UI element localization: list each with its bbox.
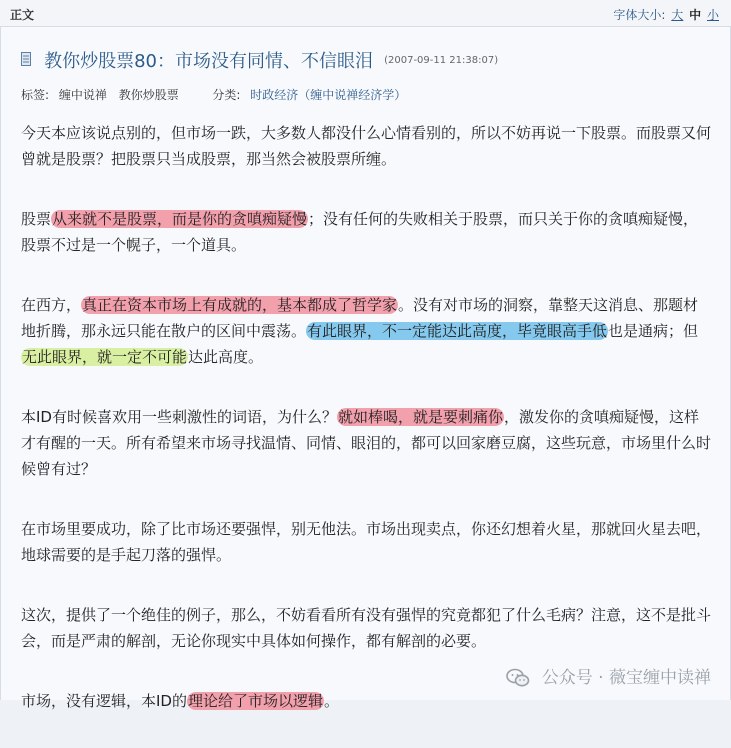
paragraph-text: 本ID有时候喜欢用一些刺激性的词语，为什么？ (21, 408, 337, 426)
article-meta (21, 86, 406, 103)
tag-item[interactable]: 教你炒股票 (118, 88, 179, 102)
document-icon (21, 52, 31, 66)
paragraph-text: 达此高度。 (188, 348, 264, 366)
paragraph-text: 这次，提供了一个绝佳的例子，那么，不妨看看所有没有强悍的究竟都犯了什么毛病？注意，这不是批斗会，而是严肃的解剖，无论你现实中具体如何操作，都有解剖的必要。 (21, 606, 712, 650)
article-timestamp: (2007-09-11 21:38:07) (384, 54, 499, 66)
top-bar (0, 0, 731, 27)
article-title: 教你炒股票80：市场没有同情、不信眼泪 (44, 51, 373, 72)
paragraph-text: ，激发你的贪嗔痴疑慢，这样才有醒的一天。所有希望来市场寻找温情、同情、眼泪的，都可以回家磨豆腐，这些玩意，市场里什么时候曾有过？ (21, 408, 712, 478)
paragraph (21, 206, 711, 258)
paragraph-text: 在市场里要成功，除了比市场还要强悍，别无他法。市场出现卖点，你还幻想着火星，那就回火星去吧，地球需要的是手起刀落的强悍。 (21, 520, 712, 564)
tags-label: 标签: (21, 88, 50, 102)
highlighted-text: 有此眼界，不一定能达此高度，毕竟眼高手低 (307, 322, 608, 340)
watermark-text: 公众号 · 薇宝缠中读禅 (541, 668, 711, 688)
wechat-icon (506, 668, 530, 688)
section-label: 正文 (10, 8, 35, 22)
article-header (21, 47, 498, 71)
paragraph-text: 。没有对市场的洞察，靠整天这消息、那题材地折腾，那永远只能在散户的区间中震荡。 (21, 296, 699, 340)
font-size-medium-option[interactable]: 中 (689, 8, 702, 22)
paragraph-text: 今天本应该说点别的，但市场一跌，大多数人都没什么心情看别的，所以不妨再说一下股票。而股票又何曾就是股票？把股票只当成股票，那当然会被股票所缠。 (21, 124, 712, 168)
paragraph (21, 688, 711, 714)
paragraph-text: 市场，没有逻辑，本ID的 (21, 692, 187, 710)
paragraph (21, 516, 711, 568)
paragraph (21, 120, 711, 172)
paragraph-text: ；没有任何的失败相关于股票，而只关于你的贪嗔痴疑慢，股票不过是一个幌子，一个道具。 (21, 210, 699, 254)
font-size-selector (611, 6, 719, 23)
font-size-large-option[interactable]: 大 (671, 8, 684, 22)
paragraph-text: 在西方， (21, 296, 82, 314)
category-label: 分类: (212, 88, 241, 102)
highlighted-text: 从来就不是股票，而是你的贪嗔痴疑慢 (52, 210, 308, 228)
font-size-label: 字体大小: (613, 8, 666, 22)
tag-item[interactable]: 缠中说禅 (58, 88, 107, 102)
highlighted-text: 无此眼界，就一定不可能 (22, 348, 188, 366)
highlighted-text: 真正在资本市场上有成就的，基本都成了哲学家 (82, 296, 398, 314)
highlighted-text: 就如棒喝，就是要刺痛你 (337, 408, 503, 426)
font-size-small-option[interactable]: 小 (706, 8, 719, 22)
paragraph-text: 股票 (21, 210, 52, 228)
paragraph (21, 602, 711, 654)
paragraph (21, 404, 711, 482)
article-body (21, 120, 711, 748)
paragraph-text: 。 (324, 692, 340, 710)
paragraph (21, 292, 711, 370)
category-link[interactable]: 时政经济（缠中说禅经济学） (250, 88, 407, 102)
article-panel (0, 27, 731, 710)
highlighted-text: 理论给了市场以逻辑 (187, 692, 323, 710)
paragraph-text: 也是通病；但 (608, 322, 699, 340)
watermark (506, 663, 711, 688)
